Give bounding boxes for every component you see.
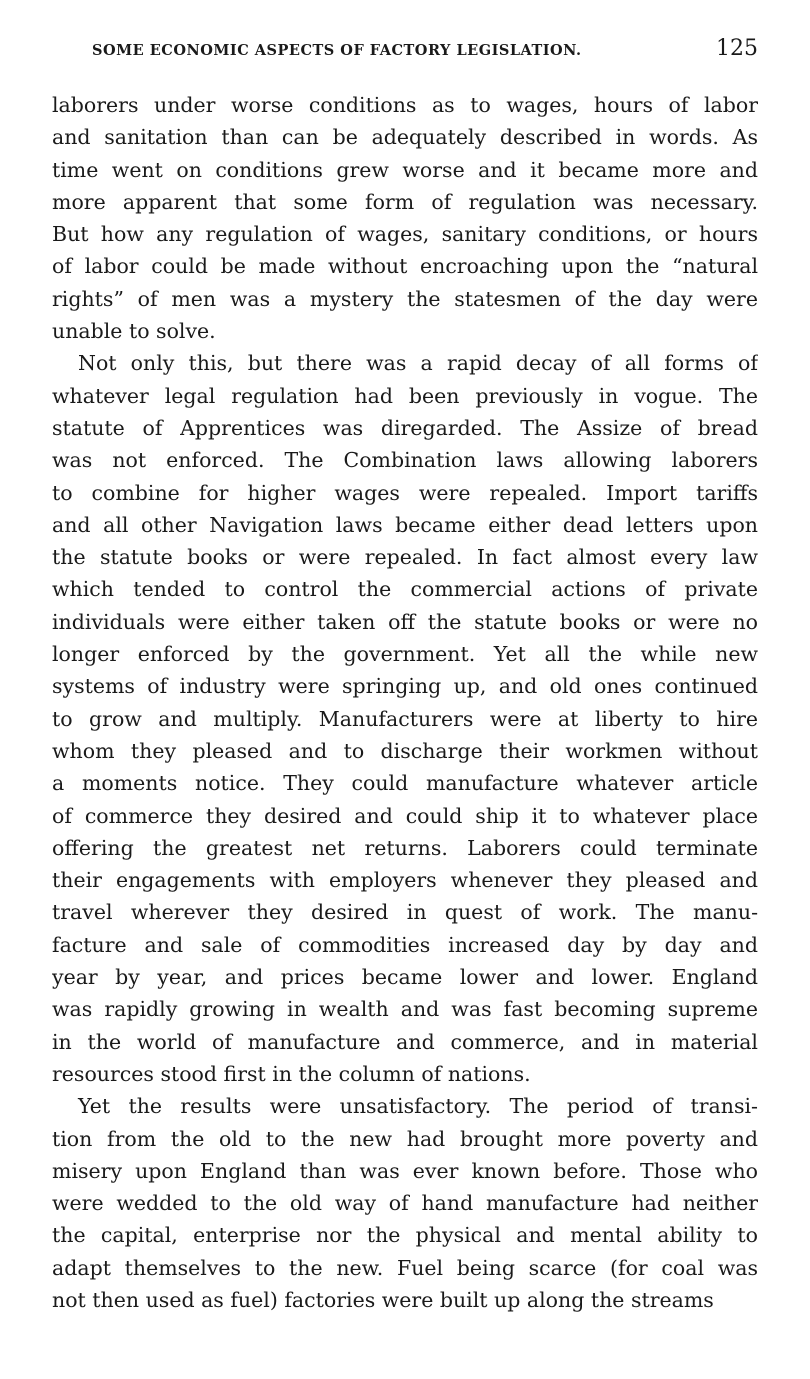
text-line: was rapidly growing in wealth and was fast becoming supreme — [52, 997, 758, 1022]
text-line: Yet the results were unsatisfactory. The period of transi- — [78, 1094, 758, 1119]
paragraph — [52, 347, 758, 1090]
text-line: a moments notice. They could manufacture whatever article — [52, 771, 758, 796]
text-line: whom they pleased and to discharge their workmen without — [52, 738, 758, 763]
text-line: to grow and multiply. Manufacturers were at liberty to hire — [52, 706, 758, 731]
text-line: resources stood first in the column of nations. — [52, 1061, 531, 1086]
text-line: the capital, enterprise nor the physical and mental ability to — [52, 1223, 758, 1248]
running-head — [92, 36, 762, 66]
text-line: time went on conditions grew worse and it became more and — [52, 157, 758, 182]
text-line: and all other Navigation laws became either dead letters upon — [52, 512, 758, 537]
text-line: were wedded to the old way of hand manufacture had neither — [52, 1191, 758, 1216]
text-line: of labor could be made without encroaching upon the “natural — [52, 254, 758, 279]
text-line: not then used as fuel) factories were built up along the streams — [52, 1287, 714, 1312]
text-line: which tended to control the commercial actions of private — [52, 577, 758, 602]
text-line: of commerce they desired and could ship it to whatever place — [52, 803, 758, 828]
text-line: the statute books or were repealed. In fact almost every law — [52, 545, 758, 570]
text-line: offering the greatest net returns. Laborers could terminate — [52, 835, 758, 860]
page-number: 125 — [716, 36, 758, 61]
text-line: facture and sale of commodities increased day by day and — [52, 932, 758, 957]
text-line: individuals were either taken off the statute books or were no — [52, 609, 758, 634]
text-line: tion from the old to the new had brought more poverty and — [52, 1126, 758, 1151]
text-line: rights” of men was a mystery the statesmen of the day were — [52, 286, 758, 311]
text-line: in the world of manufacture and commerce, and in material — [52, 1029, 758, 1054]
running-title: SOME ECONOMIC ASPECTS OF FACTORY LEGISLATION. — [92, 42, 582, 59]
text-line: systems of industry were springing up, and old ones continued — [52, 674, 758, 699]
text-line: and sanitation than can be adequately described in words. As — [52, 125, 758, 150]
text-line: year by year, and prices became lower and lower. England — [52, 965, 758, 990]
text-line: more apparent that some form of regulation was necessary. — [52, 189, 758, 214]
text-line: whatever legal regulation had been previously in vogue. The — [52, 383, 758, 408]
text-line: statute of Apprentices was diregarded. The Assize of bread — [52, 415, 758, 440]
text-line: unable to solve. — [52, 319, 216, 344]
text-line: their engagements with employers whenever they pleased and — [52, 868, 758, 893]
text-line: was not enforced. The Combination laws allowing laborers — [52, 448, 758, 473]
paragraph — [52, 89, 758, 347]
body-text — [52, 89, 758, 1316]
text-line: longer enforced by the government. Yet all the while new — [52, 642, 758, 667]
text-line: adapt themselves to the new. Fuel being scarce (for coal was — [52, 1255, 758, 1280]
text-line: laborers under worse conditions as to wages, hours of labor — [52, 93, 758, 117]
paragraph — [52, 1090, 758, 1316]
text-line: But how any regulation of wages, sanitary conditions, or hours — [52, 222, 758, 247]
text-line: misery upon England than was ever known before. Those who — [52, 1158, 758, 1183]
text-line: to combine for higher wages were repealed. Import tariffs — [52, 480, 758, 505]
text-line: Not only this, but there was a rapid decay of all forms of — [78, 351, 758, 376]
text-line: travel wherever they desired in quest of work. The manu- — [52, 900, 758, 925]
